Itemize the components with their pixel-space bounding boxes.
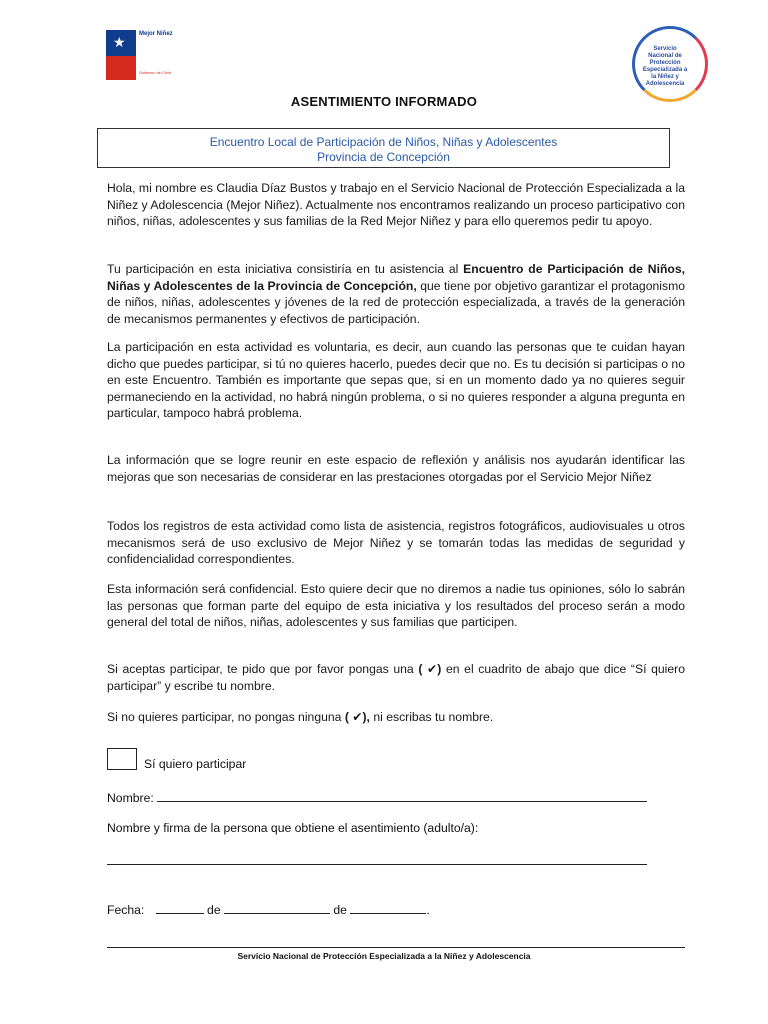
date-day-line[interactable] — [156, 901, 204, 914]
date-year-line[interactable] — [350, 901, 426, 914]
name-label: Nombre: — [107, 791, 154, 805]
p8-text-a: Si no quieres participar, no pongas ninguna — [107, 710, 345, 724]
paragraph-decline — [107, 709, 685, 726]
p7-text-a: Si aceptas participar, te pido que por favor pongas una — [107, 662, 419, 676]
flag-red-block — [106, 56, 136, 80]
date-row — [107, 901, 430, 917]
p2-text-b: que tiene por objetivo garantizar el protagonismo de niños, niñas, adolescentes y jóvenes de la red de protección especializada, a través de la generación de mecanismos permanentes y efectivos de participación. — [107, 278, 685, 326]
proteccion-logo — [632, 26, 706, 100]
footer-divider — [107, 947, 685, 948]
participate-checkbox[interactable] — [107, 748, 137, 770]
document-title: ASENTIMIENTO INFORMADO — [290, 94, 478, 109]
paragraph-participation — [107, 261, 685, 327]
paragraph-information: La información que se logre reunir en este espacio de reflexión y análisis nos ayudarán identificar las mejoras que son necesarias de considerar en las prestaciones otorgadas por el Servicio Mejor Niñez — [107, 453, 685, 484]
signer-label: Nombre y firma de la persona que obtiene el asentimiento (adulto/a): — [107, 821, 479, 835]
paragraph-records: Todos los registros de esta actividad como lista de asistencia, registros fotográficos, audiovisuales u otros mecanismos será de uso exclusivo de Mejor Niñez y se tomarán todas las medidas de seguridad y confidencialidad correspondientes. — [107, 519, 685, 566]
event-province: Provincia de Concepción — [317, 150, 450, 164]
signer-row — [107, 852, 647, 868]
date-label: Fecha: — [107, 903, 145, 917]
paragraph-confidential: Esta información será confidencial. Esto quiere decir que no diremos a nadie tus opiniones, sólo lo sabrán las personas que forman parte del equipo de esta iniciativa y los resultados del proceso serán a modo general del total de niños, niñas, adolescentes y sus familias que participen. — [107, 582, 685, 629]
date-de-2: de — [333, 903, 347, 917]
event-title: Encuentro Local de Participación de Niños, Niñas y Adolescentes — [209, 135, 558, 149]
logo-gov-text: Gobierno de Chile — [139, 70, 172, 75]
star-icon: ★ — [113, 34, 126, 50]
logo-right-text: Servicio Nacional de Protección Especializada a la Niñez y Adolescencia — [642, 46, 688, 87]
p7-check-mark: ( ✔) — [418, 662, 442, 676]
p8-check-mark: ( ✔), — [344, 710, 370, 724]
logo-brand-text: Mejor Niñez — [139, 31, 173, 37]
event-box — [97, 128, 670, 168]
p2-text-a: Tu participación en esta iniciativa consistiría en tu asistencia al — [107, 262, 464, 276]
date-month-line[interactable] — [224, 901, 330, 914]
name-row — [107, 789, 647, 805]
signer-input-line[interactable] — [107, 852, 647, 865]
participate-checkbox-label: Sí quiero participar — [144, 757, 247, 771]
p8-text-b: ni escribas tu nombre. — [369, 710, 494, 724]
p2-bold: Encuentro de Participación de Niños, Niñas y Adolescentes de la Provincia de Concepción, — [107, 262, 686, 293]
mejor-ninez-logo — [106, 30, 176, 80]
date-end: . — [426, 903, 430, 917]
name-input-line[interactable] — [157, 789, 647, 802]
paragraph-voluntary: La participación en esta actividad es voluntaria, es decir, aun cuando las personas que te cuidan hayan dicho que puedes participar, si tú no quieres hacerlo, puedes decir que no. Es tu decisión si participas o no en este Encuentro. También es importante que sepas que, si en un momento dado ya no quieres seguir permaneciendo en la actividad, no habrá ningún problema, o si no quieres responder a alguna pregunta en particular, tampoco habrá problema. — [107, 340, 685, 420]
date-de-1: de — [207, 903, 221, 917]
paragraph-intro: Hola, mi nombre es Claudia Díaz Bustos y trabajo en el Servicio Nacional de Protección Especializada a la Niñez y Adolescencia (Mejor Niñez). Actualmente nos encontramos realizando un proceso participativo con niños, niñas, adolescentes y sus familias de la Red Mejor Niñez y para ello queremos pedir tu apoyo. — [107, 181, 685, 228]
paragraph-accept — [107, 661, 685, 694]
footer-text: Servicio Nacional de Protección Especializada a la Niñez y Adolescencia — [237, 951, 531, 961]
p7-text-b: en el cuadrito de abajo que dice “Sí quiero participar” y escribe tu nombre. — [107, 662, 686, 693]
